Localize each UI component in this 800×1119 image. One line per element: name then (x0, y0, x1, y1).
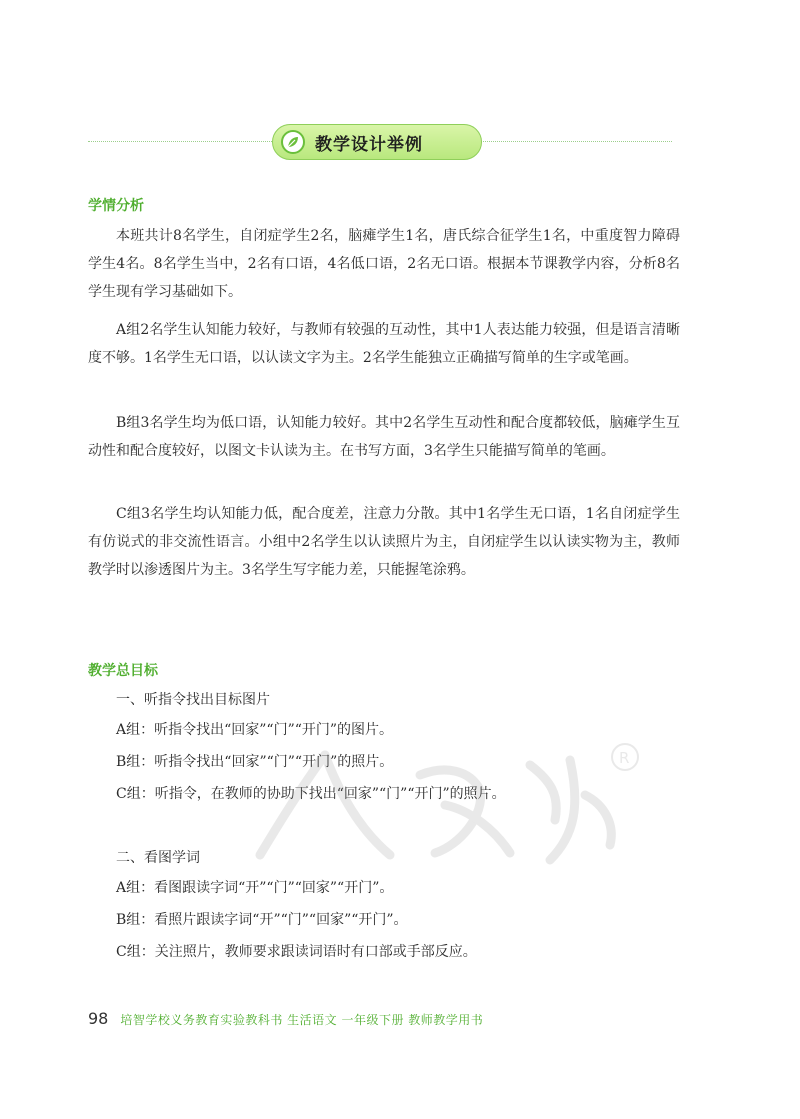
section-banner (272, 124, 482, 160)
section-heading-goals: 教学总目标 (88, 663, 158, 679)
goal1-item-b: B组：听指令找出“回家”“门”“开门”的照片。 (116, 754, 394, 770)
goal2-item-a: A组：看图跟读字词“开”“门”“回家”“开门”。 (116, 880, 394, 896)
goal-title-2: 二、看图学词 (116, 850, 200, 866)
goal1-item-c: C组：听指令，在教师的协助下找出“回家”“门”“开门”的照片。 (116, 786, 506, 802)
paragraph-group-a: A组2名学生认知能力较好，与教师有较强的互动性，其中1人表达能力较强，但是语言清晰度不够。1名学生无口语，以认读文字为主。2名学生能独立正确描写简单的生字或笔画。 (88, 322, 680, 366)
page-footer (88, 1009, 483, 1028)
goal2-item-b: B组：看照片跟读字词“开”“门”“回家”“开门”。 (116, 912, 408, 928)
section-heading-analysis: 学情分析 (88, 198, 144, 214)
paragraph-group-c: C组3名学生均认知能力低，配合度差，注意力分散。其中1名学生无口语，1名自闭症学生有仿说式的非交流性语言。小组中2名学生以认读照片为主，自闭症学生以认读实物为主，教师教学时以渗透图片为主。3名学生写字能力差，只能握笔涂鸦。 (88, 506, 680, 578)
leaf-icon (281, 130, 305, 154)
goal-title-1: 一、听指令找出目标图片 (116, 692, 270, 708)
book-title: 培智学校义务教育实验教科书 生活语文 一年级下册 教师教学用书 (120, 1013, 484, 1027)
svg-text:R: R (619, 749, 630, 767)
banner-title: 教学设计举例 (315, 134, 423, 155)
goal2-item-c: C组：关注照片，教师要求跟读词语时有口部或手部反应。 (116, 944, 477, 960)
publisher-logo-watermark (230, 735, 650, 875)
paragraph-overview: 本班共计8名学生，自闭症学生2名，脑瘫学生1名，唐氏综合征学生1名，中重度智力障碍学生4名。8名学生当中，2名有口语，4名低口语，2名无口语。根据本节课教学内容，分析8名学生现有学习基础如下。 (88, 228, 680, 300)
paragraph-group-b: B组3名学生均为低口语，认知能力较好。其中2名学生互动性和配合度都较低，脑瘫学生互动性和配合度较好，以图文卡认读为主。在书写方面，3名学生只能描写简单的笔画。 (88, 415, 680, 459)
page-number: 98 (88, 1009, 109, 1028)
goal1-item-a: A组：听指令找出“回家”“门”“开门”的图片。 (116, 722, 394, 738)
